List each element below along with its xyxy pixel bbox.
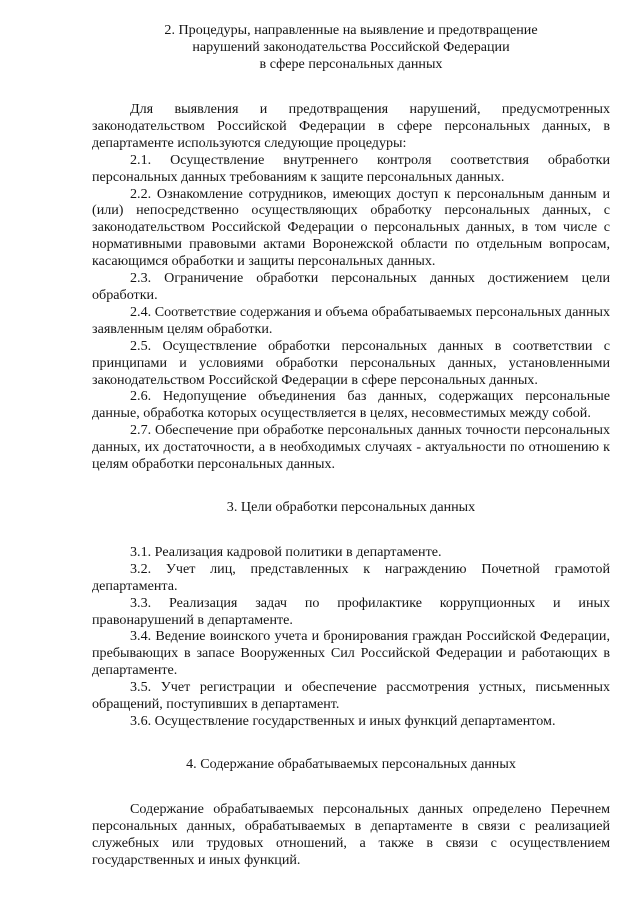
- section-2-title-line: в сфере персональных данных: [259, 56, 443, 72]
- section-2-item: 2.6. Недопущение объединения баз данных, содержащих персональные данные, обработка которых осуществляется в целях, несовместимых между собой.: [92, 388, 610, 422]
- section-3-item: 3.1. Реализация кадровой политики в департаменте.: [130, 543, 442, 560]
- section-3-title: 3. Цели обработки персональных данных: [226, 498, 476, 515]
- section-2-item: 2.4. Соответствие содержания и объема обрабатываемых персональных данных заявленным целям обработки.: [92, 303, 610, 337]
- section-4-text: Содержание обрабатываемых персональных данных определено Перечнем персональных данных, обрабатываемых в департаменте в связи с реализацией служебных или трудовых отношений, а также в связи с осуществлением государственных и иных функций.: [92, 800, 610, 868]
- section-4-title: 4. Содержание обрабатываемых персональных данных: [186, 755, 516, 772]
- section-3-item: 3.6. Осуществление государственных и иных функций департаментом.: [130, 713, 556, 729]
- section-2-item: 2.3. Ограничение обработки персональных данных достижением цели обработки.: [92, 270, 610, 303]
- section-2-item: 2.7. Обеспечение при обработке персональных данных точности персональных данных, их достаточности, а в необходимых случаях - актуальности по отношению к целям обработки персональных данных.: [92, 422, 610, 473]
- section-3-item: 3.2. Учет лиц, представленных к награждению Почетной грамотой департамента.: [92, 560, 610, 594]
- section-3-item: 3.4. Ведение воинского учета и бронирования граждан Российской Федерации, пребывающих в запасе Вооруженных Сил Российской Федерации и работающих в департаменте.: [92, 628, 610, 679]
- section-2-title: [92, 22, 610, 73]
- section-2-title-line: 2. Процедуры, направленные на выявление и предотвращение: [164, 22, 538, 38]
- section-2-item: 2.1. Осуществление внутреннего контроля соответствия обработки персональных данных требованиям к защите персональных данных.: [92, 151, 610, 185]
- section-2-item: 2.2. Ознакомление сотрудников, имеющих доступ к персональным данным и (или) непосредственно осуществляющих обработку персональных данных, с законодательством Российской Федерации о персональных данных, в том числе с нормативными правовыми актами Воронежской области по отдельным вопросам, касающимся обработки и защиты персональных данных.: [92, 185, 610, 270]
- section-2-title-line: нарушений законодательства Российской Федерации: [192, 39, 510, 55]
- section-3-item: 3.5. Учет регистрации и обеспечение рассмотрения устных, письменных обращений, поступивших в департамент.: [92, 679, 610, 713]
- section-3-item: 3.3. Реализация задач по профилактике коррупционных и иных правонарушений в департаменте.: [92, 594, 610, 628]
- section-2-item: 2.5. Осуществление обработки персональных данных в соответствии с принципами и условиями обработки персональных данных, установленными законодательством Российской Федерации в сфере персональных данных.: [92, 337, 610, 388]
- section-2-intro: Для выявления и предотвращения нарушений, предусмотренных законодательством Российской Федерации в сфере персональных данных, в департаменте используются следующие процедуры:: [92, 101, 610, 151]
